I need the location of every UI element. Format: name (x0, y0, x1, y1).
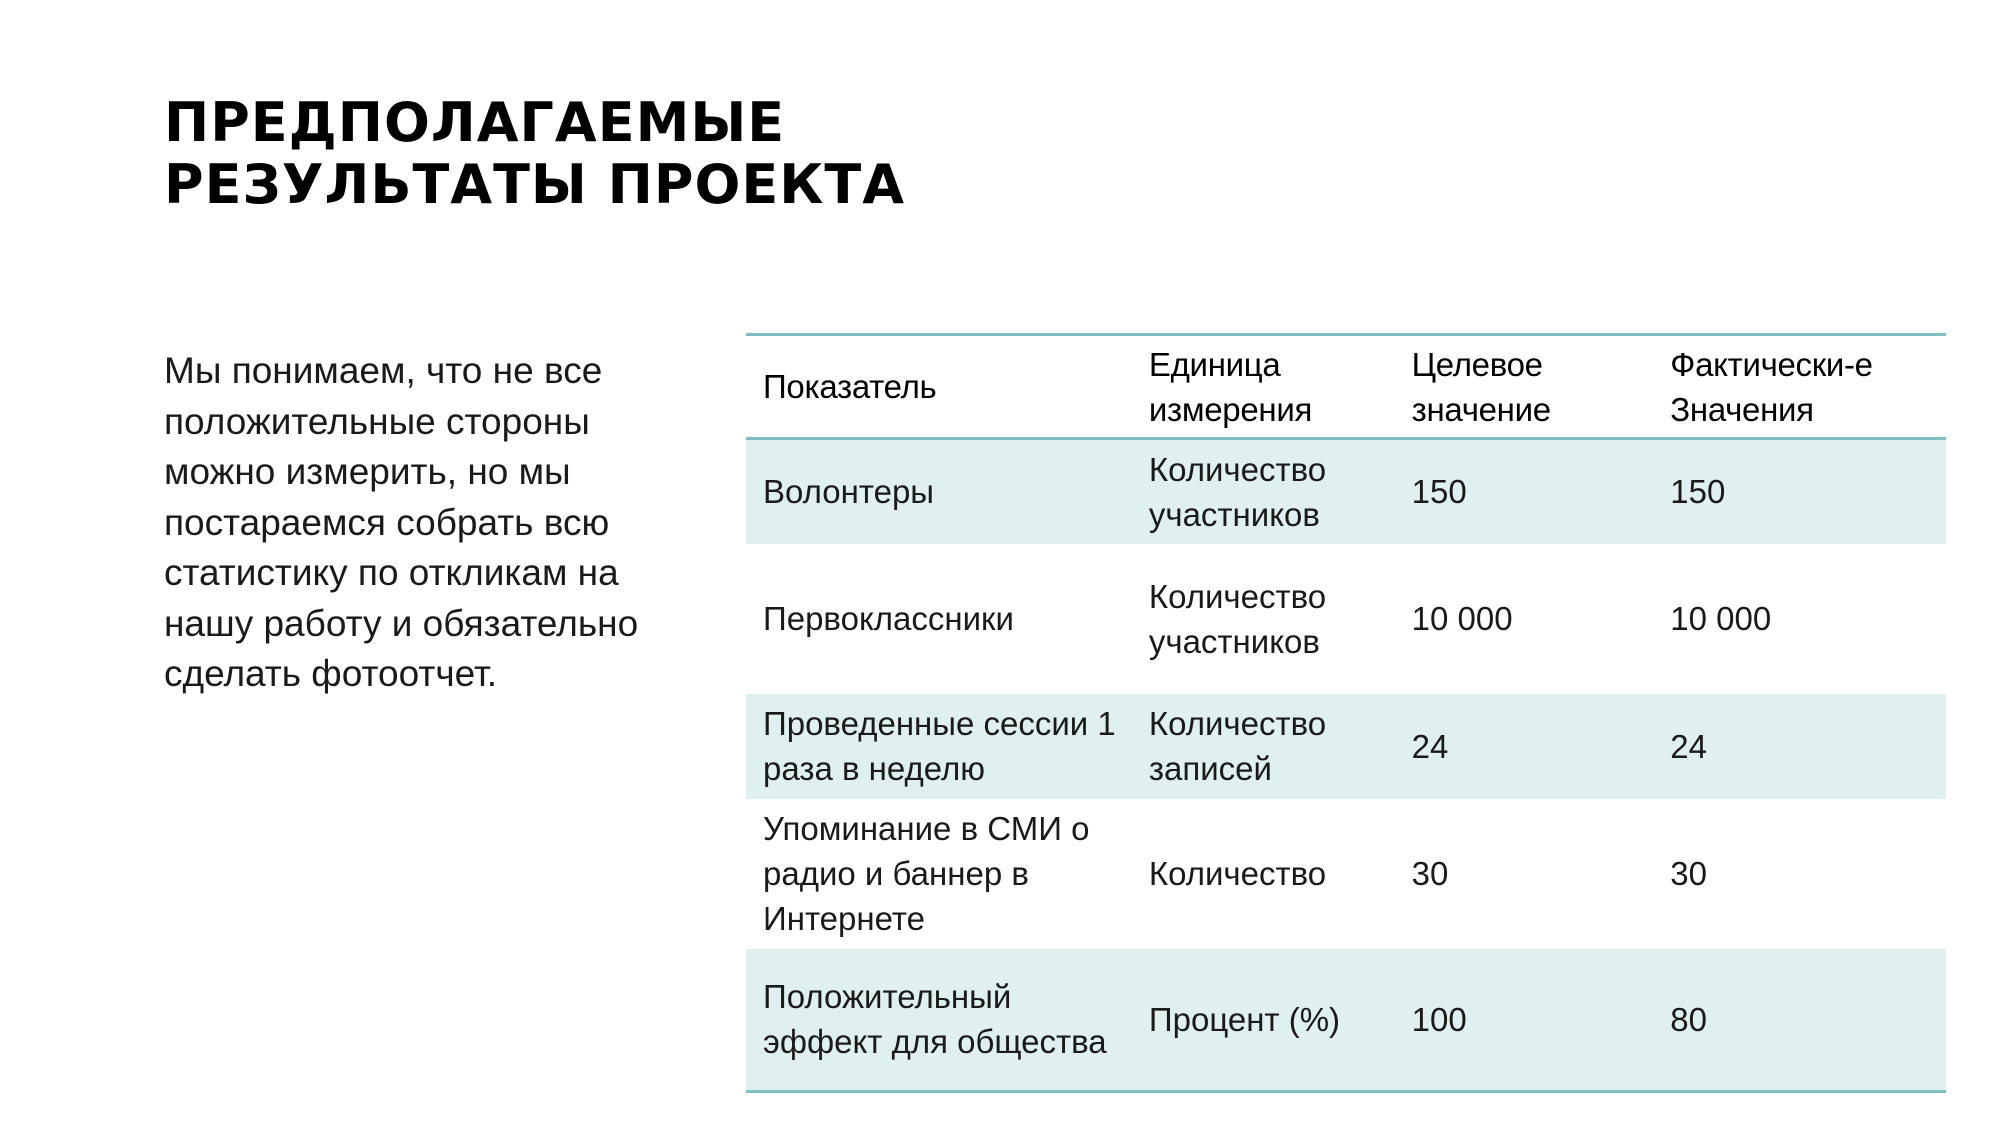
cell-unit: Процент (%) (1148, 1000, 1341, 1038)
table-row (746, 949, 1946, 1092)
cell-target: 150 (1411, 473, 1467, 511)
cell-indicator: Волонтеры (763, 473, 935, 511)
header-target: Целевое значение (1411, 345, 1551, 428)
cell-unit: Количество участников (1148, 577, 1327, 660)
cell-target: 24 (1411, 727, 1449, 765)
cell-actual: 24 (1670, 727, 1707, 765)
table-row (746, 799, 1946, 949)
cell-unit: Количество участников (1148, 450, 1327, 533)
results-table (746, 333, 1946, 1093)
cell-indicator: Упоминание в СМИ о радио и баннер в Интернете (763, 810, 1090, 937)
cell-target: 30 (1411, 855, 1449, 892)
cell-target: 100 (1411, 1000, 1467, 1038)
header-indicator: Показатель (763, 368, 937, 405)
header-unit: Единица измерения (1148, 345, 1313, 428)
cell-actual: 80 (1670, 1000, 1707, 1038)
table-header-row (746, 335, 1946, 439)
cell-indicator: Проведенные сессии 1 раза в неделю (763, 705, 1116, 787)
table-row (746, 694, 1946, 799)
slide-title-line-2: РЕЗУЛЬТАТЫ ПРОЕКТА (164, 153, 906, 216)
cell-target: 10 000 (1411, 600, 1513, 637)
cell-indicator: Положительный эффект для общества (763, 978, 1107, 1061)
cell-indicator: Первоклассники (763, 600, 1014, 637)
table-row (746, 544, 1946, 694)
table-row (746, 439, 1946, 544)
header-actual: Фактически-е Значения (1670, 345, 1873, 428)
cell-actual: 150 (1670, 473, 1726, 511)
cell-actual: 10 000 (1670, 600, 1772, 637)
cell-actual: 30 (1670, 855, 1707, 892)
cell-unit: Количество записей (1148, 705, 1327, 787)
lead-paragraph: Мы понимаем, что не все положительные стороны можно измерить, но мы постараемся собрать всю статистику по откликам на нашу работу и обязательно сделать фотоотчет. (164, 350, 639, 694)
cell-unit: Количество (1148, 855, 1327, 892)
slide-title (164, 92, 905, 216)
slide-title-line-1: ПРЕДПОЛАГАЕМЫЕ (164, 91, 786, 154)
